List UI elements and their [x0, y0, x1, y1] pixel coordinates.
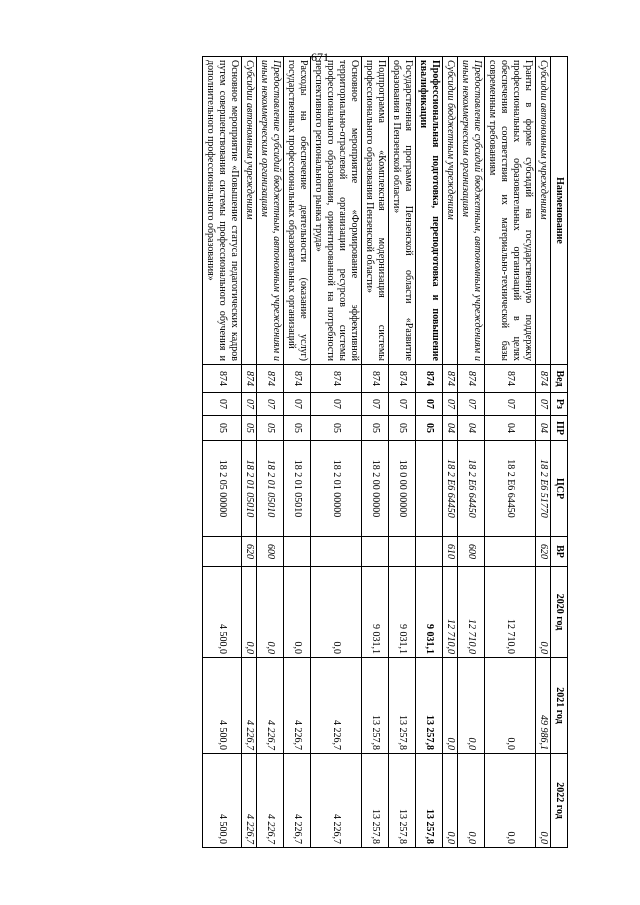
row-name: Субсидии бюджетным учреждениям	[443, 57, 458, 365]
row-2021: 0,0	[458, 658, 485, 754]
table-row	[443, 57, 458, 848]
row-2020: 12 710,0	[443, 567, 458, 658]
header-name: Наименование	[551, 57, 568, 365]
row-name: Субсидии автономным учреждениям	[536, 57, 551, 365]
table-row	[284, 57, 311, 848]
row-pr: 04	[443, 416, 458, 441]
row-2021: 0,0	[485, 658, 536, 754]
row-vr	[416, 537, 443, 567]
row-rz: 07	[536, 393, 551, 416]
row-2020: 9 031,1	[389, 567, 416, 658]
rotated-table-container	[61, 56, 568, 847]
row-ved: 874	[458, 365, 485, 393]
header-csr: ЦСР	[551, 441, 568, 537]
row-2022: 0,0	[536, 754, 551, 848]
row-2021: 13 257,8	[362, 658, 389, 754]
row-csr: 18 2 Е6 64450	[485, 441, 536, 537]
header-vr: ВР	[551, 537, 568, 567]
row-name: Подпрограмма «Комплексная модернизация системы профессионального образования Пензенской области»	[362, 57, 389, 365]
table-row	[485, 57, 536, 848]
row-2021: 4 226,7	[284, 658, 311, 754]
row-csr: 18 2 01 00000	[311, 441, 362, 537]
row-csr: 18 2 Е6 64450	[458, 441, 485, 537]
row-ved: 874	[485, 365, 536, 393]
table-row	[458, 57, 485, 848]
row-vr: 620	[536, 537, 551, 567]
row-vr: 620	[242, 537, 257, 567]
row-2021: 49 986,1	[536, 658, 551, 754]
row-name: Расходы на обеспечение деятельности (оказание услуг) государственных профессиональных образовательных организаций	[284, 57, 311, 365]
row-ved: 874	[389, 365, 416, 393]
header-pr: ПР	[551, 416, 568, 441]
table-row	[311, 57, 362, 848]
row-pr: 05	[389, 416, 416, 441]
header-2020: 2020 год	[551, 567, 568, 658]
row-name: Субсидии автономным учреждениям	[242, 57, 257, 365]
row-rz: 07	[416, 393, 443, 416]
row-ved: 874	[443, 365, 458, 393]
row-csr: 18 2 05 00000	[203, 441, 242, 537]
row-pr: 05	[311, 416, 362, 441]
row-rz: 07	[485, 393, 536, 416]
row-2022: 4 226,7	[242, 754, 257, 848]
row-vr	[362, 537, 389, 567]
row-ved: 874	[242, 365, 257, 393]
row-csr: 18 2 01 05010	[257, 441, 284, 537]
row-ved: 874	[416, 365, 443, 393]
row-2021: 4 226,7	[257, 658, 284, 754]
table-row	[389, 57, 416, 848]
table-header-row	[551, 57, 568, 848]
row-2021: 4 500,0	[203, 658, 242, 754]
row-vr	[203, 537, 242, 567]
row-2021: 4 226,7	[242, 658, 257, 754]
row-2020: 0,0	[311, 567, 362, 658]
row-vr	[485, 537, 536, 567]
rotated-page-content	[61, 56, 568, 847]
row-ved: 874	[362, 365, 389, 393]
row-name: Предоставление субсидий бюджетным, автономным учреждениям и иным некоммерческим организациям	[458, 57, 485, 365]
header-rz: Рз	[551, 393, 568, 416]
row-ved: 874	[311, 365, 362, 393]
table-row	[242, 57, 257, 848]
row-2022: 4 226,7	[284, 754, 311, 848]
budget-table	[202, 56, 568, 848]
row-2020: 12 710,0	[485, 567, 536, 658]
row-ved: 874	[284, 365, 311, 393]
row-2020: 0,0	[257, 567, 284, 658]
row-name: Государственная программа Пензенской области «Развитие образования в Пензенской области»	[389, 57, 416, 365]
row-2021: 4 226,7	[311, 658, 362, 754]
row-rz: 07	[443, 393, 458, 416]
row-2022: 4 500,0	[203, 754, 242, 848]
row-vr	[311, 537, 362, 567]
row-csr: 18 2 Е6 64450	[443, 441, 458, 537]
row-2020: 4 500,0	[203, 567, 242, 658]
row-2022: 0,0	[458, 754, 485, 848]
row-rz: 07	[242, 393, 257, 416]
row-csr: 18 2 01 05010	[242, 441, 257, 537]
row-pr: 05	[257, 416, 284, 441]
row-2022: 0,0	[485, 754, 536, 848]
row-name: Гранты в форме субсидий на государственную поддержку профессиональных образовательных организаций в целях обеспечения соответствия их материально-технической базы современным требованиям	[485, 57, 536, 365]
row-pr: 05	[284, 416, 311, 441]
header-ved: Вед	[551, 365, 568, 393]
header-2022: 2022 год	[551, 754, 568, 848]
table-row	[203, 57, 242, 848]
row-name: Предоставление субсидий бюджетным, автономным учреждениям и иным некоммерческим организациям	[257, 57, 284, 365]
row-pr: 05	[416, 416, 443, 441]
row-name: Основное мероприятие «Повышение статуса педагогических кадров путем совершенствования системы профессионального обучения и дополнительного профессионального образования»	[203, 57, 242, 365]
row-csr: 18 2 00 00000	[362, 441, 389, 537]
row-2020: 9 031,1	[416, 567, 443, 658]
row-2021: 0,0	[443, 658, 458, 754]
row-2020: 9 031,1	[362, 567, 389, 658]
row-name: Основное мероприятие «Формирование эффективной территориально-отраслевой организации ресурсов системы профессионального образования, ориентированной на потребности перспективного регионального рынка труда»	[311, 57, 362, 365]
row-pr: 04	[536, 416, 551, 441]
row-pr: 04	[458, 416, 485, 441]
row-vr: 610	[443, 537, 458, 567]
row-vr	[389, 537, 416, 567]
row-rz: 07	[458, 393, 485, 416]
row-2020: 12 710,0	[458, 567, 485, 658]
row-pr: 04	[485, 416, 536, 441]
row-2020: 0,0	[242, 567, 257, 658]
table-row	[416, 57, 443, 848]
row-2021: 13 257,8	[416, 658, 443, 754]
row-pr: 05	[362, 416, 389, 441]
row-rz: 07	[389, 393, 416, 416]
row-pr: 05	[203, 416, 242, 441]
row-2022: 4 226,7	[257, 754, 284, 848]
row-rz: 07	[257, 393, 284, 416]
row-2022: 0,0	[443, 754, 458, 848]
row-vr	[284, 537, 311, 567]
row-vr: 600	[257, 537, 284, 567]
table-row	[257, 57, 284, 848]
row-pr: 05	[242, 416, 257, 441]
row-rz: 07	[362, 393, 389, 416]
row-ved: 874	[203, 365, 242, 393]
row-2022: 13 257,8	[362, 754, 389, 848]
row-2022: 4 226,7	[311, 754, 362, 848]
row-2020: 0,0	[284, 567, 311, 658]
row-rz: 07	[284, 393, 311, 416]
table-row	[536, 57, 551, 848]
row-csr: 18 2 01 05010	[284, 441, 311, 537]
row-csr: 18 2 Е6 51770	[536, 441, 551, 537]
row-ved: 874	[536, 365, 551, 393]
page-number: 671	[311, 50, 329, 64]
row-vr: 600	[458, 537, 485, 567]
row-ved: 874	[257, 365, 284, 393]
row-2022: 13 257,8	[416, 754, 443, 848]
row-csr	[416, 441, 443, 537]
row-2022: 13 257,8	[389, 754, 416, 848]
header-2021: 2021 год	[551, 658, 568, 754]
table-row	[362, 57, 389, 848]
row-name: Профессиональная подготовка, переподготовка и повышение квалификации	[416, 57, 443, 365]
row-2020: 0,0	[536, 567, 551, 658]
row-2021: 13 257,8	[389, 658, 416, 754]
row-rz: 07	[311, 393, 362, 416]
row-csr: 18 0 00 00000	[389, 441, 416, 537]
row-rz: 07	[203, 393, 242, 416]
